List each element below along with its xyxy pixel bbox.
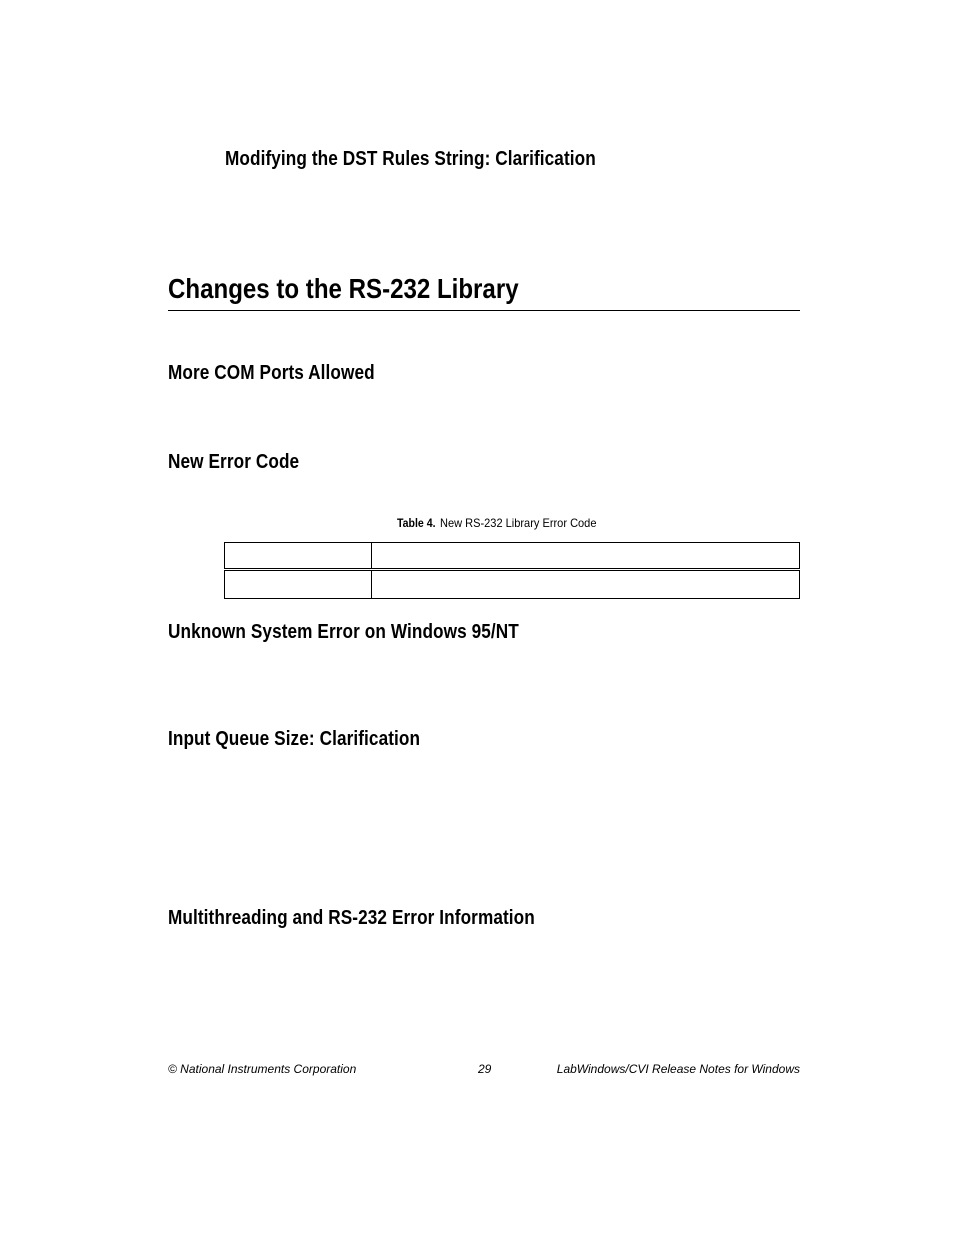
table-cell bbox=[372, 543, 800, 570]
error-code-heading: New Error Code bbox=[168, 451, 300, 473]
unknown-error-heading: Unknown System Error on Windows 95/NT bbox=[168, 621, 519, 643]
title-rule bbox=[168, 310, 800, 311]
table-header-row bbox=[225, 543, 800, 570]
error-code-table bbox=[224, 542, 800, 599]
footer-doc-title: LabWindows/CVI Release Notes for Windows bbox=[556, 1062, 800, 1076]
table-caption bbox=[397, 516, 610, 530]
table-caption-label: Table 4. bbox=[397, 516, 436, 530]
table-cell bbox=[225, 543, 372, 570]
footer-copyright: © National Instruments Corporation bbox=[168, 1062, 357, 1076]
table-caption-title: New RS-232 Library Error Code bbox=[440, 516, 597, 530]
com-ports-heading: More COM Ports Allowed bbox=[168, 362, 375, 384]
table-cell bbox=[225, 570, 372, 599]
input-queue-heading: Input Queue Size: Clarification bbox=[168, 728, 421, 750]
multithreading-heading: Multithreading and RS-232 Error Information bbox=[168, 907, 535, 929]
page-title: Changes to the RS-232 Library bbox=[168, 273, 519, 304]
footer-page-number: 29 bbox=[478, 1062, 492, 1076]
table-row bbox=[225, 570, 800, 599]
dst-rules-heading: Modifying the DST Rules String: Clarification bbox=[225, 148, 596, 170]
table-cell bbox=[372, 570, 800, 599]
